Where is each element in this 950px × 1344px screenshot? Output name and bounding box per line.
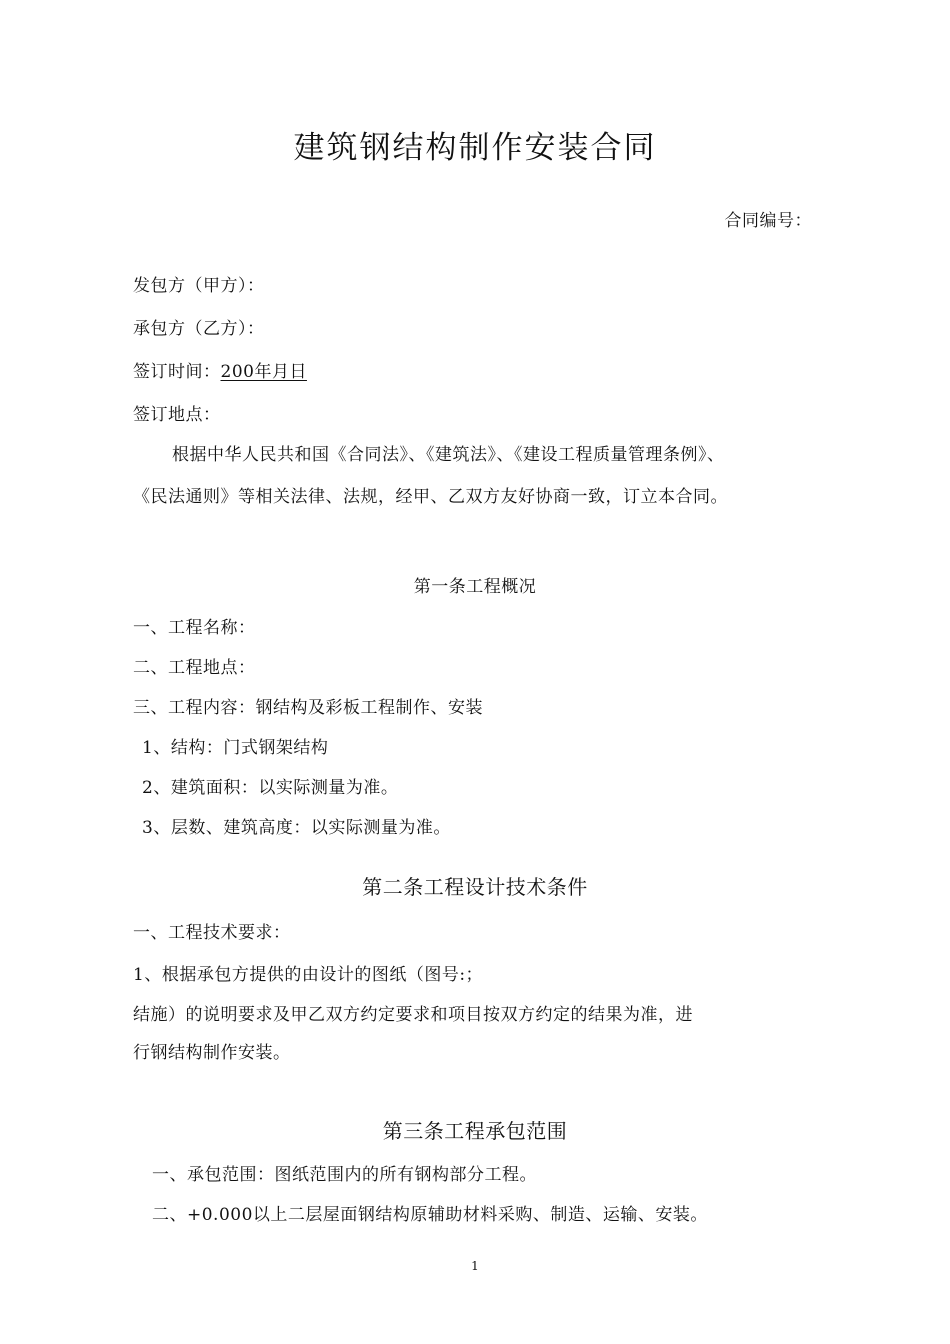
article-1-item: 2、建筑面积：以实际测量为准。 — [142, 778, 399, 798]
document-title: 建筑钢结构制作安装合同 — [293, 130, 657, 166]
article-3-item: 二、+0.000以上二层屋面钢结构原辅助材料采购、制造、运输、安装。 — [152, 1205, 708, 1225]
article-1-item: 1、结构：门式钢架结构 — [142, 738, 329, 758]
article-1-item: 三、工程内容：钢结构及彩板工程制作、安装 — [133, 698, 483, 718]
sign-time-row — [133, 361, 307, 383]
article-2-item: 1、根据承包方提供的由设计的图纸（图号:； — [133, 965, 484, 985]
article-2-item: 结施）的说明要求及甲乙双方约定要求和项目按双方约定的结果为准，进 — [133, 1005, 693, 1025]
article-1-item: 3、层数、建筑高度：以实际测量为准。 — [142, 818, 451, 838]
page-number: 1 — [471, 1259, 479, 1273]
article-3-item: 一、承包范围：图纸范围内的所有钢构部分工程。 — [152, 1165, 537, 1185]
article-2-item: 行钢结构制作安装。 — [133, 1043, 291, 1063]
article-2-item: 一、工程技术要求： — [133, 923, 291, 943]
party-a-label: 发包方（甲方）： — [133, 276, 265, 296]
article-1-item: 一、工程名称： — [133, 618, 256, 638]
sign-time-value: 200年月日 — [220, 362, 307, 382]
contract-number-label: 合同编号： — [724, 211, 812, 231]
article-1-item: 二、工程地点： — [133, 658, 256, 678]
party-b-label: 承包方（乙方）： — [133, 319, 265, 339]
intro-line-1: 根据中华人民共和国《合同法》、《建筑法》、《建设工程质量管理条例》、 — [172, 445, 725, 465]
article-3-heading: 第三条工程承包范围 — [382, 1119, 568, 1143]
sign-place-label: 签订地点： — [133, 405, 221, 425]
intro-line-2: 《民法通则》等相关法律、法规，经甲、乙双方友好协商一致，订立本合同。 — [133, 487, 728, 507]
article-1-heading: 第一条工程概况 — [413, 577, 537, 597]
sign-time-label: 签订时间： — [133, 362, 221, 382]
article-2-heading: 第二条工程设计技术条件 — [362, 875, 588, 899]
